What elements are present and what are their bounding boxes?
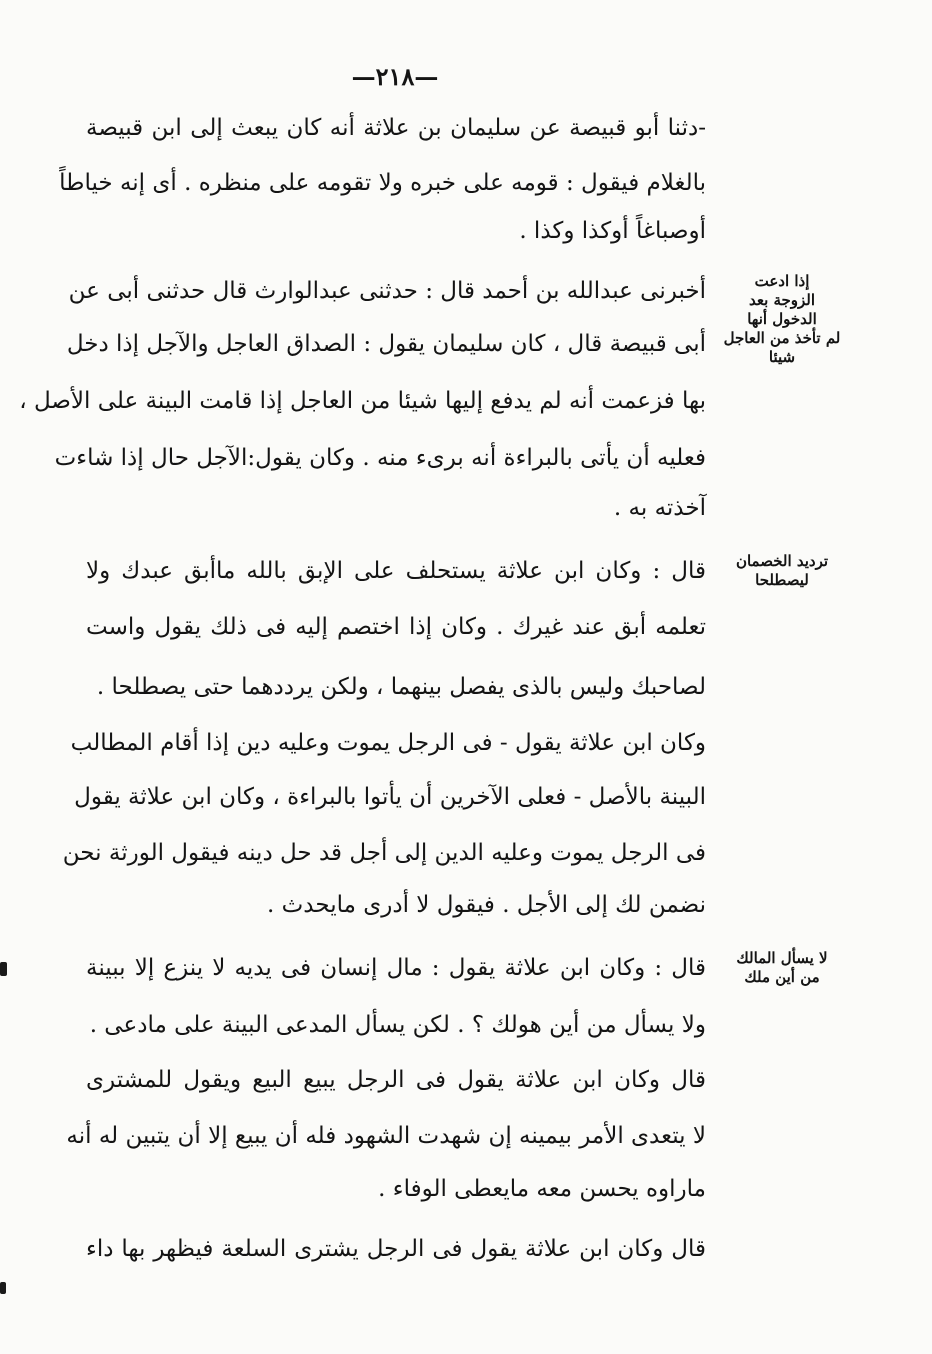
- text-line: قال وكان ابن علاثة يقول فى الرجل يبيع البيع ويقول للمشترى: [86, 1067, 706, 1093]
- margin-note-line: ترديد الخصمان: [735, 552, 829, 570]
- text-line: فعليه أن يأتى بالبراءة أنه برىء منه . وكان يقول:الآجل حال إذا شاءت: [54, 445, 706, 471]
- margin-note-line: الدخول أنها: [747, 310, 817, 328]
- scan-speck: [0, 1282, 6, 1294]
- text-line: قال : وكان ابن علاثة يقول : مال إنسان فى يديه لا ينزع إلا ببينة: [86, 955, 706, 981]
- text-line: ماراوه يحسن معه مايعطى الوفاء .: [378, 1176, 706, 1202]
- text-line: لصاحبك وليس بالذى يفصل بينهما ، ولكن يرددهما حتى يصطلحا .: [96, 674, 706, 700]
- margin-note-line: من أين ملك: [744, 968, 820, 986]
- text-line: قال وكان ابن علاثة يقول فى الرجل يشترى السلعة فيظهر بها داء: [86, 1236, 706, 1262]
- text-line: نضمن لك إلى الأجل . فيقول لا أدرى مايحدث .: [267, 892, 706, 918]
- margin-note-line: إذا ادعت: [754, 272, 810, 290]
- margin-note: [718, 272, 846, 367]
- margin-note-line: شيئا: [768, 348, 796, 366]
- text-line: قال : وكان ابن علاثة يستحلف على الإبق بالله ماأبق عبدك ولا: [86, 558, 706, 584]
- text-line: ولا يسأل من أين هولك ؟ . لكن يسأل المدعى البينة على مادعى .: [89, 1012, 706, 1038]
- margin-note: [718, 552, 846, 590]
- text-line: البينة بالأصل - فعلى الآخرين أن يأتوا بالبراءة ، وكان ابن علاثة يقول: [74, 784, 706, 810]
- text-line: فى الرجل يموت وعليه الدين إلى أجل قد حل دينه فيقول الورثة نحن: [62, 840, 706, 866]
- text-line: -دثنا أبو قبيصة عن سليمان بن علاثة أنه كان يبعث إلى ابن قبيصة: [86, 115, 706, 141]
- text-line: تعلمه أبق عند غيرك . وكان إذا اختصم إليه فى ذلك يقول واست: [86, 614, 706, 640]
- text-line: لا يتعدى الأمر بيمينه إن شهدت الشهود فله أن يبيع إلا أن يتبين له أنه: [66, 1123, 706, 1149]
- page-number: —٢١٨—: [351, 62, 439, 91]
- scan-speck: [0, 962, 7, 976]
- text-line: بها فزعمت أنه لم يدفع إليها شيئا من العاجل إذا قامت البينة على الأصل ،: [19, 388, 706, 414]
- margin-note-line: ليصطلحا: [755, 571, 809, 589]
- text-line: أبى قبيصة قال ، كان سليمان يقول : الصداق العاجل والآجل إذا دخل: [66, 331, 706, 357]
- margin-note-line: لا يسأل المالك: [736, 949, 828, 967]
- margin-note: [718, 949, 846, 987]
- text-line: أوصباغاً أوكذا وكذا .: [519, 218, 706, 244]
- margin-note-line: الزوجة بعد: [748, 291, 816, 309]
- text-line: أخبرنى عبدالله بن أحمد قال : حدثنى عبدالوارث قال حدثنى أبى عن: [68, 278, 706, 304]
- text-line: بالغلام فيقول : قومه على خبره ولا تقومه على منظره . أى إنه خياطاً: [59, 170, 706, 196]
- text-line: آخذته به .: [613, 495, 706, 521]
- margin-note-line: لم تأخذ من العاجل: [723, 329, 841, 347]
- text-line: وكان ابن علاثة يقول - فى الرجل يموت وعليه دين إذا أقام المطالب: [70, 730, 706, 756]
